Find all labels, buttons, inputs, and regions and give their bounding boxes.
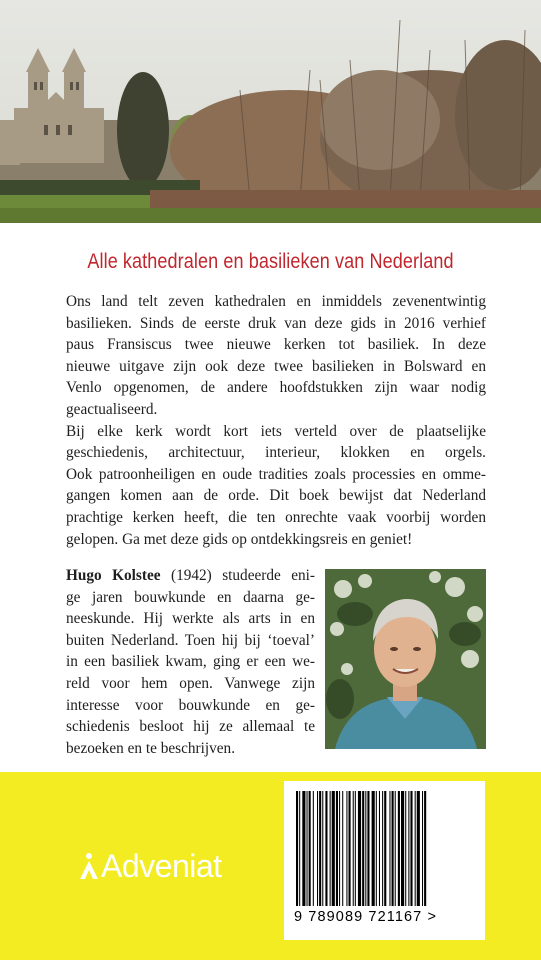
- barcode-bar: [422, 791, 423, 906]
- barcode-bar: [317, 791, 318, 906]
- barcode-bar: [362, 791, 364, 906]
- author-name: Hugo Kolstee: [66, 567, 161, 584]
- adveniat-logo-icon: [78, 851, 100, 879]
- barcode-bar: [410, 791, 412, 906]
- blurb-line: Ons land telt zeven kathedralen en inmiddels zevenentwintig: [66, 293, 486, 310]
- blurb-line: gangen komen aan de orde. Dit boek bewijst dat Nederland: [66, 487, 486, 505]
- barcode-bar: [325, 791, 327, 906]
- blurb-line: gelopen. Ga met deze gids op ontdekkingsreis en geniet!: [66, 530, 413, 548]
- blurb-line: basilieken. Sinds de eerste druk van deze gids in 2016 verhief: [66, 314, 486, 332]
- barcode-bar: [382, 791, 383, 906]
- barcode-bar: [401, 791, 404, 906]
- blurb-line: nieuwe uitgave zijn ook deze twee basilieken in Bolsward en: [66, 357, 486, 375]
- author-bio-line: bezoeken en te beschrijven.: [66, 739, 236, 757]
- barcode-bar: [389, 791, 390, 906]
- author-bio-line: schiedenis besloot hij ze allemaal te: [66, 718, 315, 736]
- barcode-bar: [319, 791, 321, 906]
- barcode-bar: [349, 791, 351, 906]
- author-bio-line: in een basiliek kwam, ging er een we-: [66, 653, 315, 671]
- barcode-bar: [398, 791, 400, 906]
- barcode-bar: [417, 791, 420, 906]
- barcode-bar: [355, 791, 356, 906]
- publisher-logo: [78, 848, 222, 885]
- barcode-bar: [332, 791, 335, 906]
- barcode-bar: [296, 791, 298, 906]
- barcode-bar: [358, 791, 361, 906]
- barcode-bar: [376, 791, 377, 906]
- author-bio: [66, 565, 315, 759]
- barcode-bar: [313, 791, 314, 906]
- author-bio-line: (1942) studeerde eni-: [160, 567, 316, 584]
- blurb-line: Venlo opgenomen, de andere hoofdstukken zijn waar nodig: [66, 379, 486, 397]
- barcode-bar: [299, 791, 300, 906]
- cover-photo-basilica: [0, 0, 541, 223]
- barcode-bar: [408, 791, 409, 906]
- author-bio-line: neeskunde. Hij werkte als arts in en: [66, 610, 315, 628]
- blurb-text: [66, 291, 486, 550]
- author-bio-line: reld voor hem open. Vanwege zijn: [66, 674, 315, 692]
- blurb-line: Bij elke kerk wordt kort iets verteld over de plaatselijke: [66, 422, 486, 440]
- barcode-bar: [353, 791, 354, 906]
- publisher-logo-text: Adveniat: [101, 848, 222, 884]
- author-bio-line: buiten Nederland. Toen hij bij ‘toeval’: [66, 631, 315, 649]
- barcode-bar: [339, 791, 340, 906]
- barcode-bar: [336, 791, 338, 906]
- barcode-bar: [307, 791, 308, 906]
- barcode-bar: [395, 791, 396, 906]
- barcode-bar: [302, 791, 305, 906]
- barcode-bar: [415, 791, 416, 906]
- author-portrait: [325, 569, 486, 749]
- barcode-bar: [379, 791, 380, 906]
- barcode-bar: [309, 791, 311, 906]
- blurb-line: prachtige kerken heeft, die ten onrechte vaak voorbij worden: [66, 508, 486, 526]
- blurb-line: geactualiseerd.: [66, 400, 158, 418]
- barcode-bar: [346, 791, 347, 906]
- author-bio-line: ge jaren bouwkunde en daarna ge-: [66, 588, 315, 606]
- blurb-line: geschiedenis, architectuur, interieur, klokken en orgels.: [66, 444, 486, 462]
- barcode-bar: [342, 791, 343, 906]
- barcode-bar: [330, 791, 331, 906]
- barcode-bar: [384, 791, 386, 906]
- barcode: [284, 781, 485, 940]
- blurb-line: paus Fransiscus twee nieuwe kerken tot basiliek. In deze: [66, 336, 486, 354]
- book-title: Alle kathedralen en basilieken van Nederland: [87, 250, 454, 273]
- barcode-bar: [322, 791, 323, 906]
- blurb-line: Ook patroonheiligen en oude tradities zoals processies en omme-: [66, 465, 486, 483]
- isbn-number: 9 789089 721167 >: [294, 909, 438, 925]
- barcode-bar: [405, 791, 406, 906]
- barcode-bar: [365, 791, 366, 906]
- barcode-bar: [372, 791, 375, 906]
- barcode-bar: [392, 791, 394, 906]
- author-bio-line: interesse voor bouwkunde en ge-: [66, 696, 315, 714]
- barcode-bar: [424, 791, 426, 906]
- barcode-bar: [367, 791, 369, 906]
